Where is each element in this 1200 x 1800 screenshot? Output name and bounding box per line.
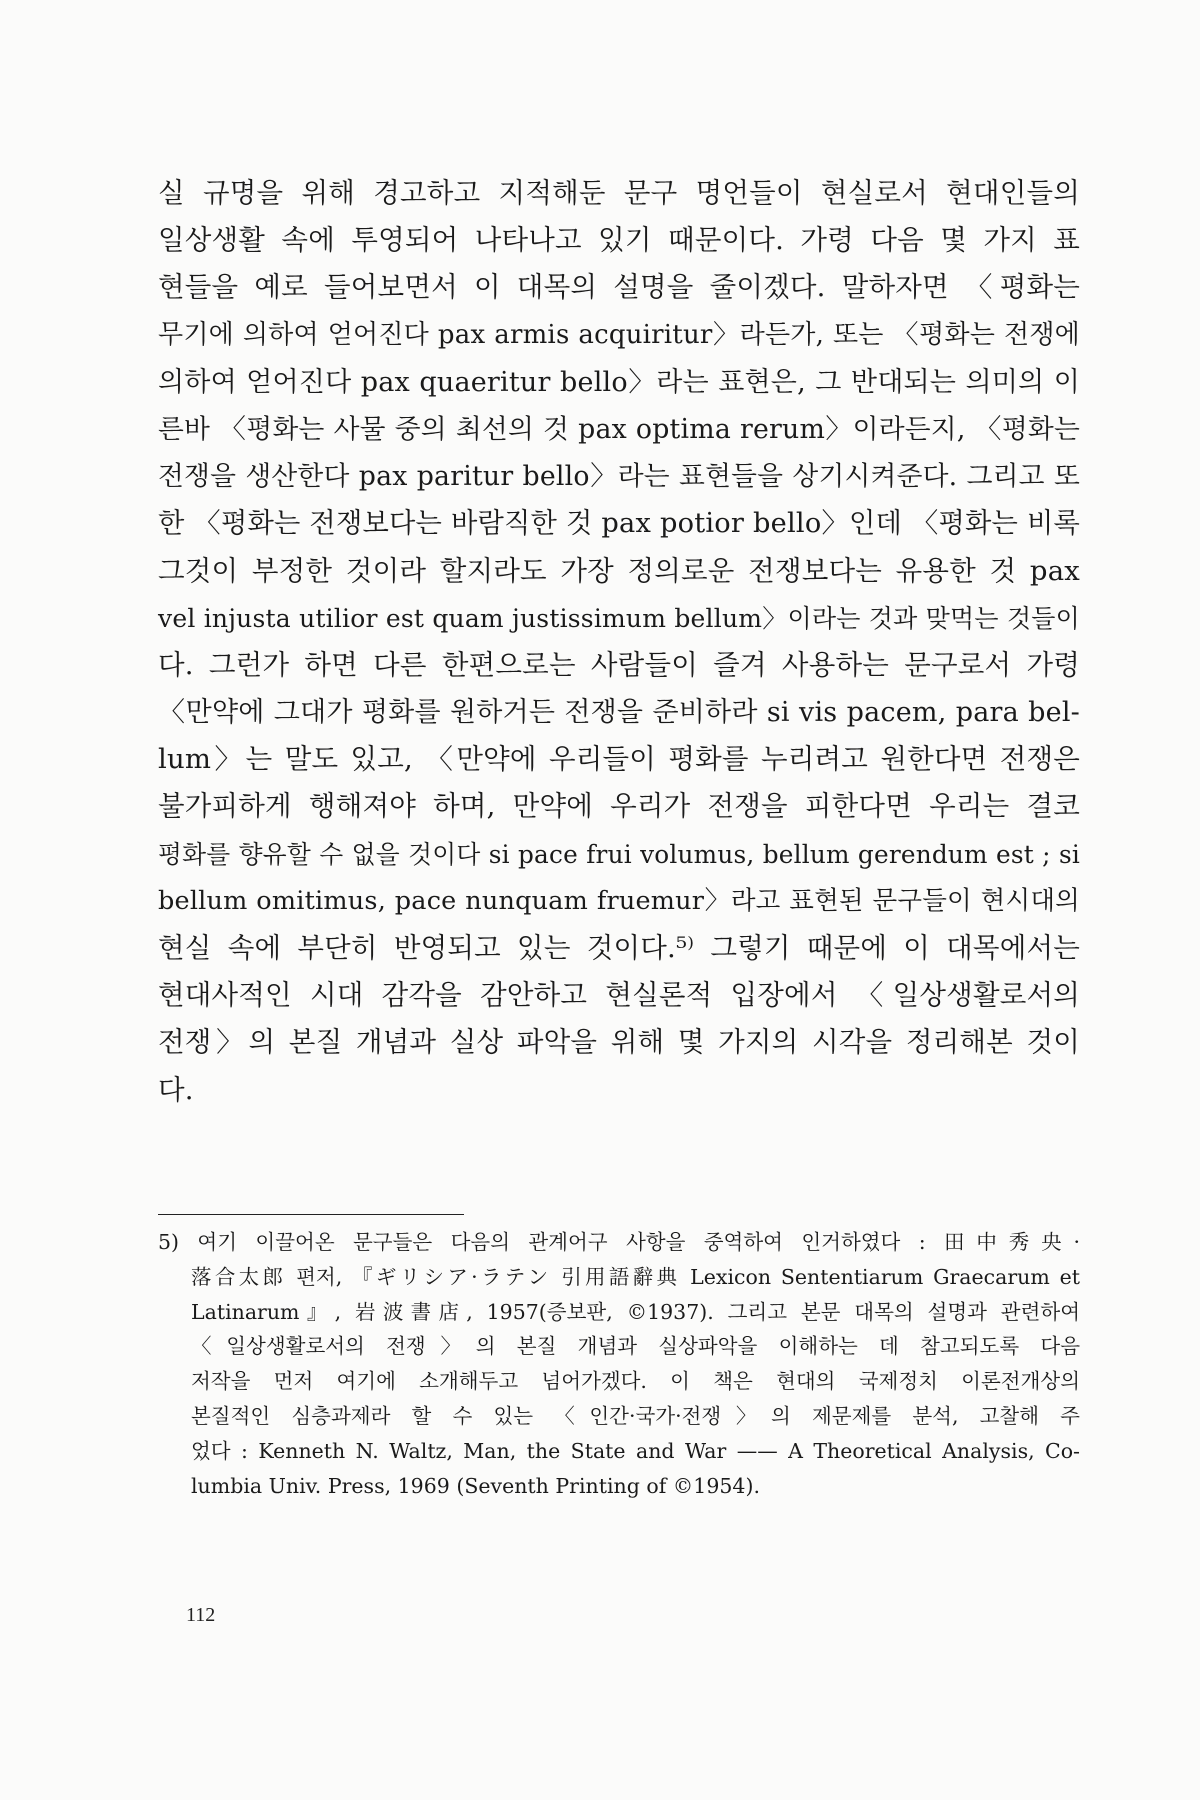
footnote — [158, 1225, 1080, 1503]
body-line: 전쟁〉의 본질 개념과 실상 파악을 위해 몇 가지의 시각을 정리해본 것이 — [158, 1026, 1080, 1059]
body-line: 전쟁을 생산한다 pax paritur bello〉라는 표현들을 상기시켜준다. 그리고 또 — [158, 461, 1080, 493]
footnote-line-last: lumbia Univ. Press, 1969 (Seventh Printing of ©1954). — [191, 1473, 760, 1498]
body-line: 일상생활 속에 투영되어 나타나고 있기 때문이다. 가령 다음 몇 가지 표 — [158, 224, 1080, 257]
footnote-line: 落合太郎 편저, 『ギリシア·ラテン 引用語辭典 Lexicon Sententiarum Graecarum et — [191, 1264, 1080, 1289]
body-line: 실 규명을 위해 경고하고 지적해둔 문구 명언들이 현실로서 현대인들의 — [158, 177, 1080, 209]
body-line: lum〉는 말도 있고, 〈만약에 우리들이 평화를 누리려고 원한다면 전쟁은 — [158, 743, 1080, 776]
body-line: 무기에 의하여 얻어진다 pax armis acquiritur〉라든가, 또는 〈평화는 전쟁에 — [158, 319, 1080, 350]
body-line: 다. 그런가 하면 다른 한편으로는 사람들이 즐겨 사용하는 문구로서 가령 — [158, 648, 1080, 681]
footnote-line: 었다 : Kenneth N. Waltz, Man, the State and War —— A Theoretical Analysis, Co- — [191, 1438, 1080, 1463]
footnote-line: 저작을 먼저 여기에 소개해두고 넘어가겠다. 이 책은 현대의 국제정치 이론전개상의 — [191, 1369, 1080, 1394]
body-line: 른바 〈평화는 사물 중의 최선의 것 pax optima rerum〉이라든지, 〈평화는 — [158, 413, 1080, 445]
body-line: 현대사적인 시대 감각을 감안하고 현실론적 입장에서 〈일상생활로서의 — [158, 979, 1080, 1012]
footnote-line: 본질적인 심층과제라 할 수 있는 〈인간·국가·전쟁〉의 제문제를 분석, 고찰해 주 — [191, 1403, 1080, 1428]
body-line: 한 〈평화는 전쟁보다는 바람직한 것 pax potior bello〉인데 〈평화는 비록 — [158, 508, 1080, 540]
footnote-line: Latinarum』, 岩波書店, 1957(증보판, ©1937). 그리고 본문 대목의 설명과 관련하여 — [191, 1299, 1080, 1324]
page-number: 112 — [186, 1604, 216, 1626]
body-text — [158, 170, 1080, 1114]
body-line-last: 다. — [158, 1073, 194, 1106]
footnote-line: 5) 여기 이끌어온 문구들은 다음의 관계어구 사항을 중역하여 인거하였다 : 田中秀央· — [158, 1230, 1080, 1254]
body-line: 의하여 얻어진다 pax quaeritur bello〉라는 표현은, 그 반대되는 의미의 이 — [158, 366, 1080, 398]
body-line: bellum omitimus, pace nunquam fruemur〉라고 표현된 문구들이 현시대의 — [158, 885, 1080, 916]
body-line: 현들을 예로 들어보면서 이 대목의 설명을 줄이겠다. 말하자면 〈평화는 — [158, 271, 1080, 304]
body-line: vel injusta utilior est quam justissimum bellum〉이라는 것과 맞먹는 것들이 — [158, 603, 1080, 633]
body-line: 평화를 향유할 수 없을 것이다 si pace frui volumus, bellum gerendum est ; si — [158, 839, 1080, 869]
body-line: 그것이 부정한 것이라 할지라도 가장 정의로운 전쟁보다는 유용한 것 pax — [158, 554, 1080, 587]
footnote-line: 〈일상생활로서의 전쟁〉의 본질 개념과 실상파악을 이해하는 데 참고되도록 다음 — [191, 1334, 1080, 1359]
footnote-divider — [158, 1214, 464, 1215]
body-line: 〈만약에 그대가 평화를 원하거든 전쟁을 준비하라 si vis pacem, para bel- — [158, 697, 1080, 729]
body-line: 현실 속에 부단히 반영되고 있는 것이다.⁵⁾ 그렇기 때문에 이 대목에서는 — [158, 932, 1080, 964]
body-line: 불가피하게 행해져야 하며, 만약에 우리가 전쟁을 피한다면 우리는 결코 — [158, 790, 1080, 823]
